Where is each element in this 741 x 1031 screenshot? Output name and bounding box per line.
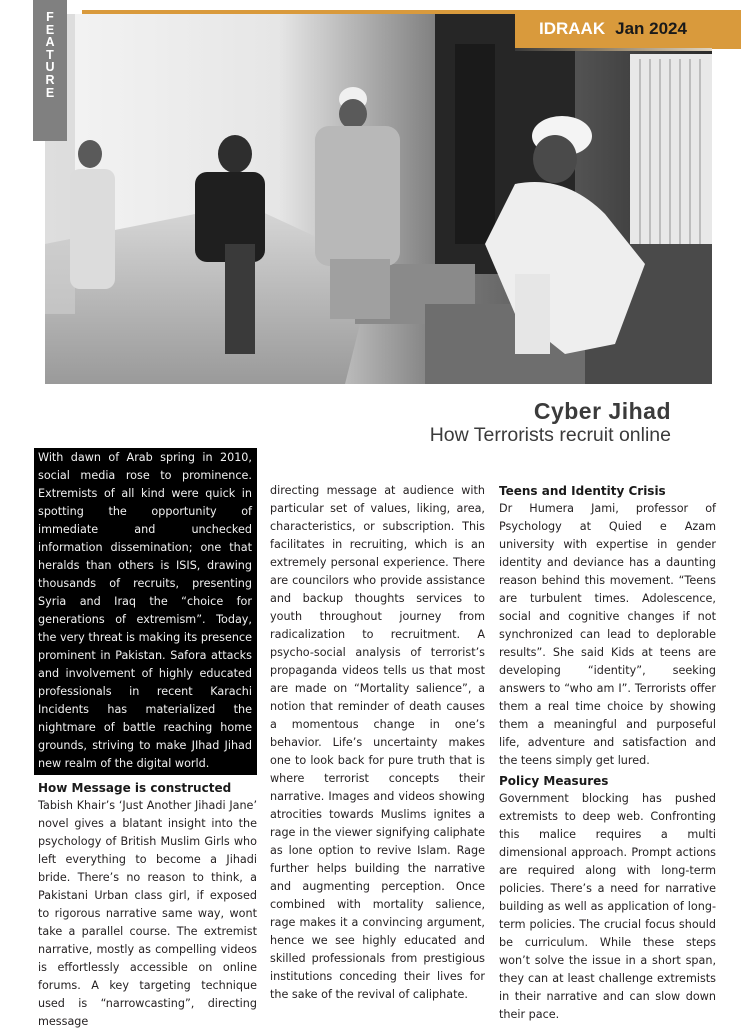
section-tab-letter: U	[45, 60, 55, 75]
section-tab-letter: A	[45, 35, 55, 50]
masthead	[515, 10, 741, 48]
section-heading-message: How Message is constructed	[38, 781, 232, 795]
section-tab-letter: R	[45, 72, 55, 87]
section-tab-feature	[33, 0, 67, 141]
section-heading-policy: Policy Measures	[499, 774, 609, 788]
section-paragraph: Government blocking has pushed extremists to deep web. Confronting this malice requires a multi dimensional approach. Prompt actions are required along with long-term policies. There’s a need for narrative building as well as application of long-term policies. The crucial focus should be curriculum. While these steps won’t solve the issue in a short span, they can at least challenge extremists in their narrative and can slow down their pace.	[499, 792, 716, 1021]
section-paragraph: directing message at audience with particular set of values, liking, area, characteristics, or subscription. This facilitates in recruiting, which is an extremely personal experience. There are councilors who provide assistance and backup thoughts services to youth throughout journey from radicalization to recruitment. A psycho-social analysis of terrorist’s propaganda videos tells us that most are made on “Mortality salience”, a notion that reminder of death causes a momentous change in one’s behavior. Life’s uncertainty makes one to look back for pure truth that is where terrorist concepts their narrative. Images and videos showing atrocities towards Muslims ignites a rage in the viewer signifying caliphate as lone option to revive Islam. Rage further helps building the narrative and augmenting perception. Once combined with mortality salience, rage makes it a convincing argument, hence we see highly educated and skilled professionals from prestigious institutions conceding their lives for the sake of the revival of caliphate.	[270, 484, 485, 1001]
article-column-3	[499, 482, 716, 1024]
section-heading-teens: Teens and Identity Crisis	[499, 484, 666, 498]
article-subtitle: How Terrorists recruit online	[429, 424, 671, 446]
masthead-issue-date: Jan 2024	[615, 19, 687, 38]
masthead-underline	[515, 48, 712, 51]
article-column-2	[270, 482, 485, 1004]
section-paragraph: Tabish Khair’s ‘Just Another Jihadi Jane’ novel gives a blatant insight into the psychology of British Muslim Girls who left everything to become a Jihadi bride. There’s no reason to think, a Pakistani Urban class girl, if exposed to rigorous narrative same way, wont take a parallel course. The extremist narrative, mostly as compelling videos is effortlessly accessible on online forums. A key targeting technique used is “narrowcasting”, directing message	[38, 799, 257, 1028]
feature-photo	[45, 14, 712, 384]
article-column-1	[38, 448, 257, 1031]
section-paragraph: Dr Humera Jami, professor of Psychology at Quied e Azam university with expertise in gender identity and deviance has a daunting reason behind this movement. “Teens are turbulent times. Adolescence, social and cognitive changes if not synchronized can lead to deplorable results”. She said Kids at teens are developing “identity”, seeking answers to “who am I”. Terrorists offer them a real time choice by showing them a meaningful and purposeful life, adventure and satisfaction and the teens simply get lured.	[499, 502, 716, 767]
masthead-accent-line	[712, 47, 741, 49]
article-title: Cyber Jihad	[533, 398, 671, 424]
masthead-brand: IDRAAK	[539, 19, 606, 38]
section-tab-letter: F	[46, 10, 54, 24]
section-tab-letter: T	[46, 47, 54, 62]
intro-paragraph: With dawn of Arab spring in 2010, social media rose to prominence. Extremists of all kind were quick in spotting the opportunity of immediate and unchecked information dissemination; one that heralds than others is ISIS, drawing thousands of recruits, presenting Syria and Iraq the “choice for generations of extremism”. Today, the very threat is making its presence prominent in Pakistan. Safora attacks and involvement of highly educated professionals in recent Karachi Incidents has materialized the nightmare of battle reaching home grounds, striving to make JIhad Jihad new realm of the digital world.	[38, 451, 252, 770]
section-tab-letter: E	[45, 85, 55, 100]
article-headline	[430, 398, 671, 446]
intro-box	[34, 448, 257, 775]
street-scene-illustration	[45, 14, 712, 384]
section-tab-letter: E	[45, 22, 55, 37]
